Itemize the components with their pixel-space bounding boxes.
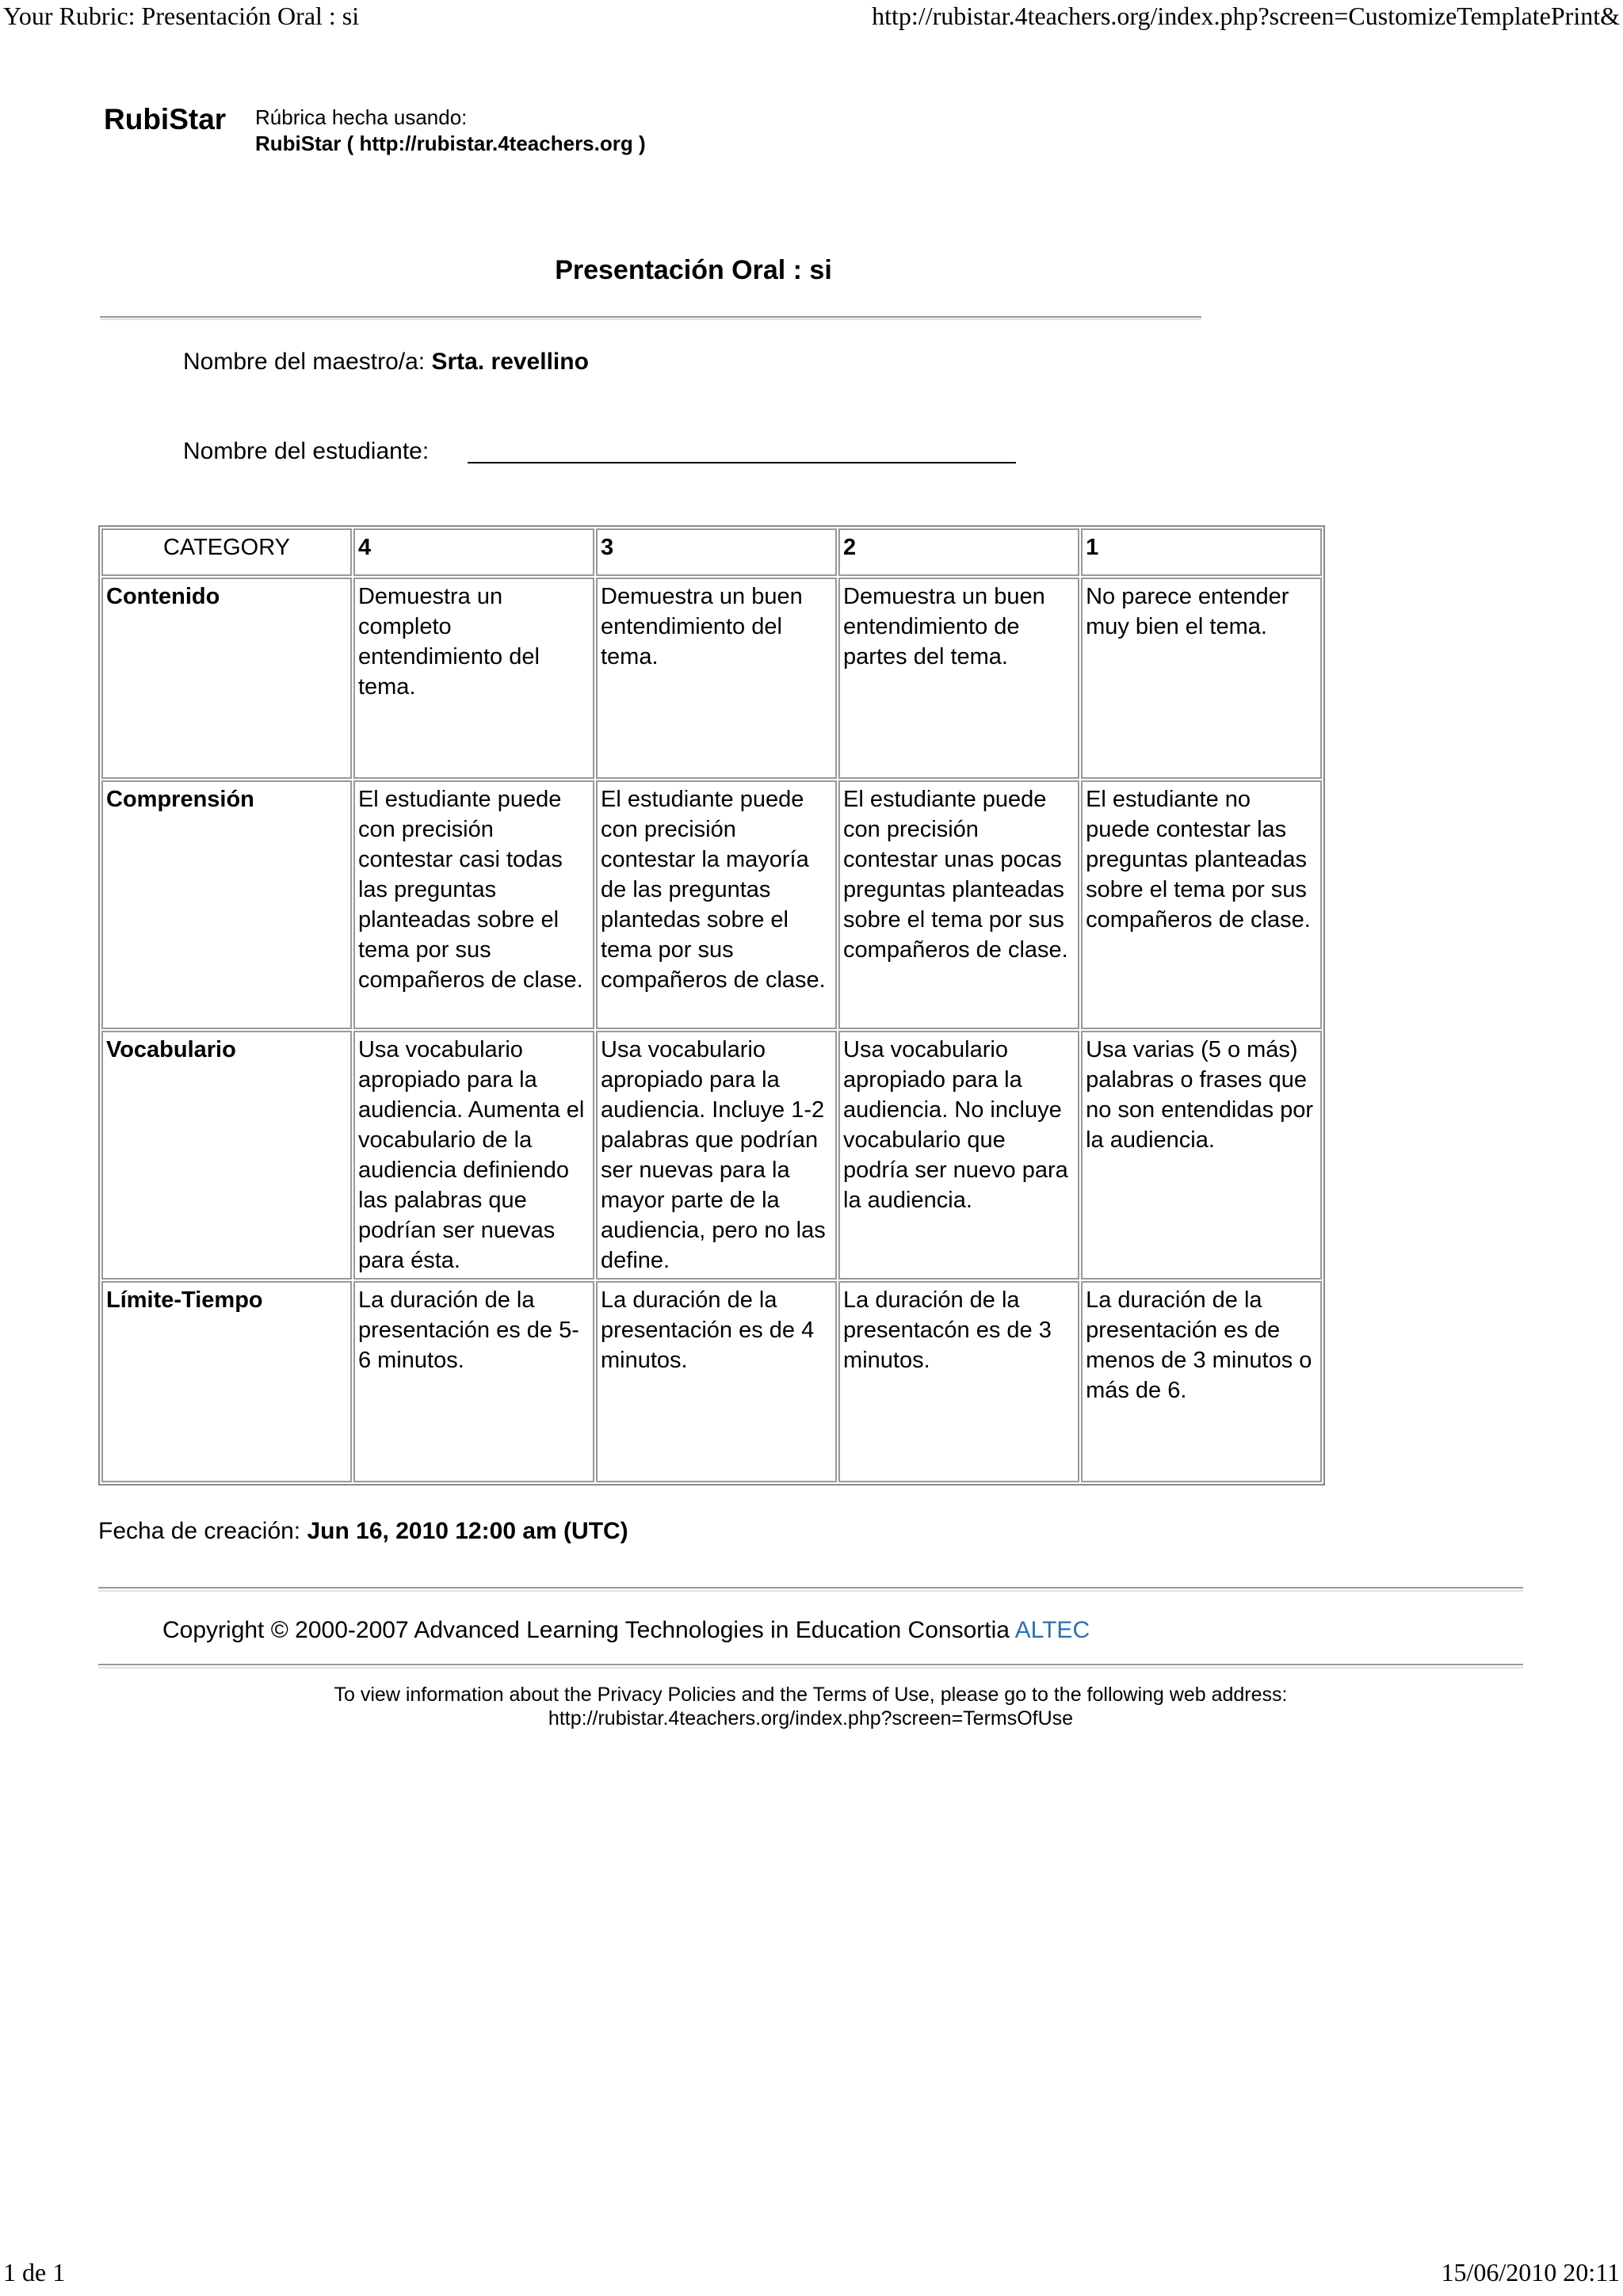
print-footer-page: 1 de 1 xyxy=(3,2258,66,2286)
teacher-label: Nombre del maestro/a: xyxy=(183,349,426,375)
table-cell: Demuestra un buen entendimiento del tema. xyxy=(596,578,837,779)
header-level-3: 3 xyxy=(596,528,837,576)
table-cell: Demuestra un buen entendimiento de partes del tema. xyxy=(838,578,1079,779)
rubric-title: Presentación Oral : si xyxy=(555,255,832,285)
table-cell: Usa varias (5 o más) palabras o frases que no son entendidas por la audiencia. xyxy=(1081,1031,1322,1280)
table-cell: Usa vocabulario apropiado para la audiencia. Incluye 1-2 palabras que podrían ser nuevas para la mayor parte de la audiencia, pero no las define. xyxy=(596,1031,837,1280)
creation-date xyxy=(98,1518,628,1545)
student-name-blank xyxy=(468,462,1016,463)
row-category: Límite-Tiempo xyxy=(101,1281,352,1482)
terms-text: To view information about the Privacy Policies and the Terms of Use, please go to the following web address: xyxy=(334,1684,1288,1706)
terms-notice xyxy=(98,1683,1523,1730)
print-header-url: http://rubistar.4teachers.org/index.php?screen=CustomizeTemplatePrint& xyxy=(872,2,1620,30)
header-category: CATEGORY xyxy=(101,528,352,576)
made-with-link[interactable]: RubiStar ( http://rubistar.4teachers.org ) xyxy=(255,132,646,155)
table-cell: No parece entender muy bien el tema. xyxy=(1081,578,1322,779)
row-category: Contenido xyxy=(101,578,352,779)
table-cell: El estudiante puede con precisión contestar unas pocas preguntas planteadas sobre el tema por sus compañeros de clase. xyxy=(838,780,1079,1029)
header-level-2: 2 xyxy=(838,528,1079,576)
title-divider xyxy=(100,316,1201,320)
copyright-line xyxy=(162,1617,1090,1644)
table-cell: Usa vocabulario apropiado para la audiencia. Aumenta el vocabulario de la audiencia definiendo las palabras que podrían ser nuevas para ésta. xyxy=(353,1031,594,1280)
table-cell: La duración de la presentacón es de 3 minutos. xyxy=(838,1281,1079,1482)
made-with-block xyxy=(255,105,646,157)
table-header-row xyxy=(101,528,1322,576)
row-category: Vocabulario xyxy=(101,1031,352,1280)
teacher-name-line xyxy=(183,349,589,376)
terms-url[interactable]: http://rubistar.4teachers.org/index.php?screen=TermsOfUse xyxy=(548,1707,1074,1730)
table-cell: La duración de la presentación es de menos de 3 minutos o más de 6. xyxy=(1081,1281,1322,1482)
created-label: Fecha de creación: xyxy=(98,1518,301,1544)
table-row xyxy=(101,1031,1322,1280)
rubric-table xyxy=(98,525,1325,1486)
student-label: Nombre del estudiante: xyxy=(183,438,430,464)
header-level-4: 4 xyxy=(353,528,594,576)
footer-divider-top xyxy=(98,1587,1523,1592)
copyright-text: Copyright © 2000-2007 Advanced Learning Technologies in Education Consortia xyxy=(162,1617,1010,1643)
table-cell: El estudiante puede con precisión contestar la mayoría de las preguntas plantedas sobre el tema por sus compañeros de clase. xyxy=(596,780,837,1029)
table-cell: La duración de la presentación es de 4 minutos. xyxy=(596,1281,837,1482)
header-level-1: 1 xyxy=(1081,528,1322,576)
row-category: Comprensión xyxy=(101,780,352,1029)
table-cell: La duración de la presentación es de 5-6 minutos. xyxy=(353,1281,594,1482)
table-row xyxy=(101,578,1322,779)
altec-link[interactable]: ALTEC xyxy=(1014,1617,1090,1643)
table-cell: El estudiante no puede contestar las preguntas planteadas sobre el tema por sus compañeros de clase. xyxy=(1081,780,1322,1029)
table-row xyxy=(101,1281,1322,1482)
brand-logo: RubiStar xyxy=(104,103,227,135)
print-header-title: Your Rubric: Presentación Oral : si xyxy=(3,2,360,30)
print-footer-datetime: 15/06/2010 20:11 xyxy=(1441,2258,1620,2286)
made-with-label: Rúbrica hecha usando: xyxy=(255,105,468,129)
footer-divider-bottom xyxy=(98,1664,1523,1669)
teacher-name: Srta. revellino xyxy=(431,349,589,375)
table-row xyxy=(101,780,1322,1029)
table-cell: Usa vocabulario apropiado para la audiencia. No incluye vocabulario que podría ser nuevo para la audiencia. xyxy=(838,1031,1079,1280)
created-value: Jun 16, 2010 12:00 am (UTC) xyxy=(307,1518,628,1544)
table-cell: Demuestra un completo entendimiento del tema. xyxy=(353,578,594,779)
table-cell: El estudiante puede con precisión contestar casi todas las preguntas planteadas sobre el tema por sus compañeros de clase. xyxy=(353,780,594,1029)
